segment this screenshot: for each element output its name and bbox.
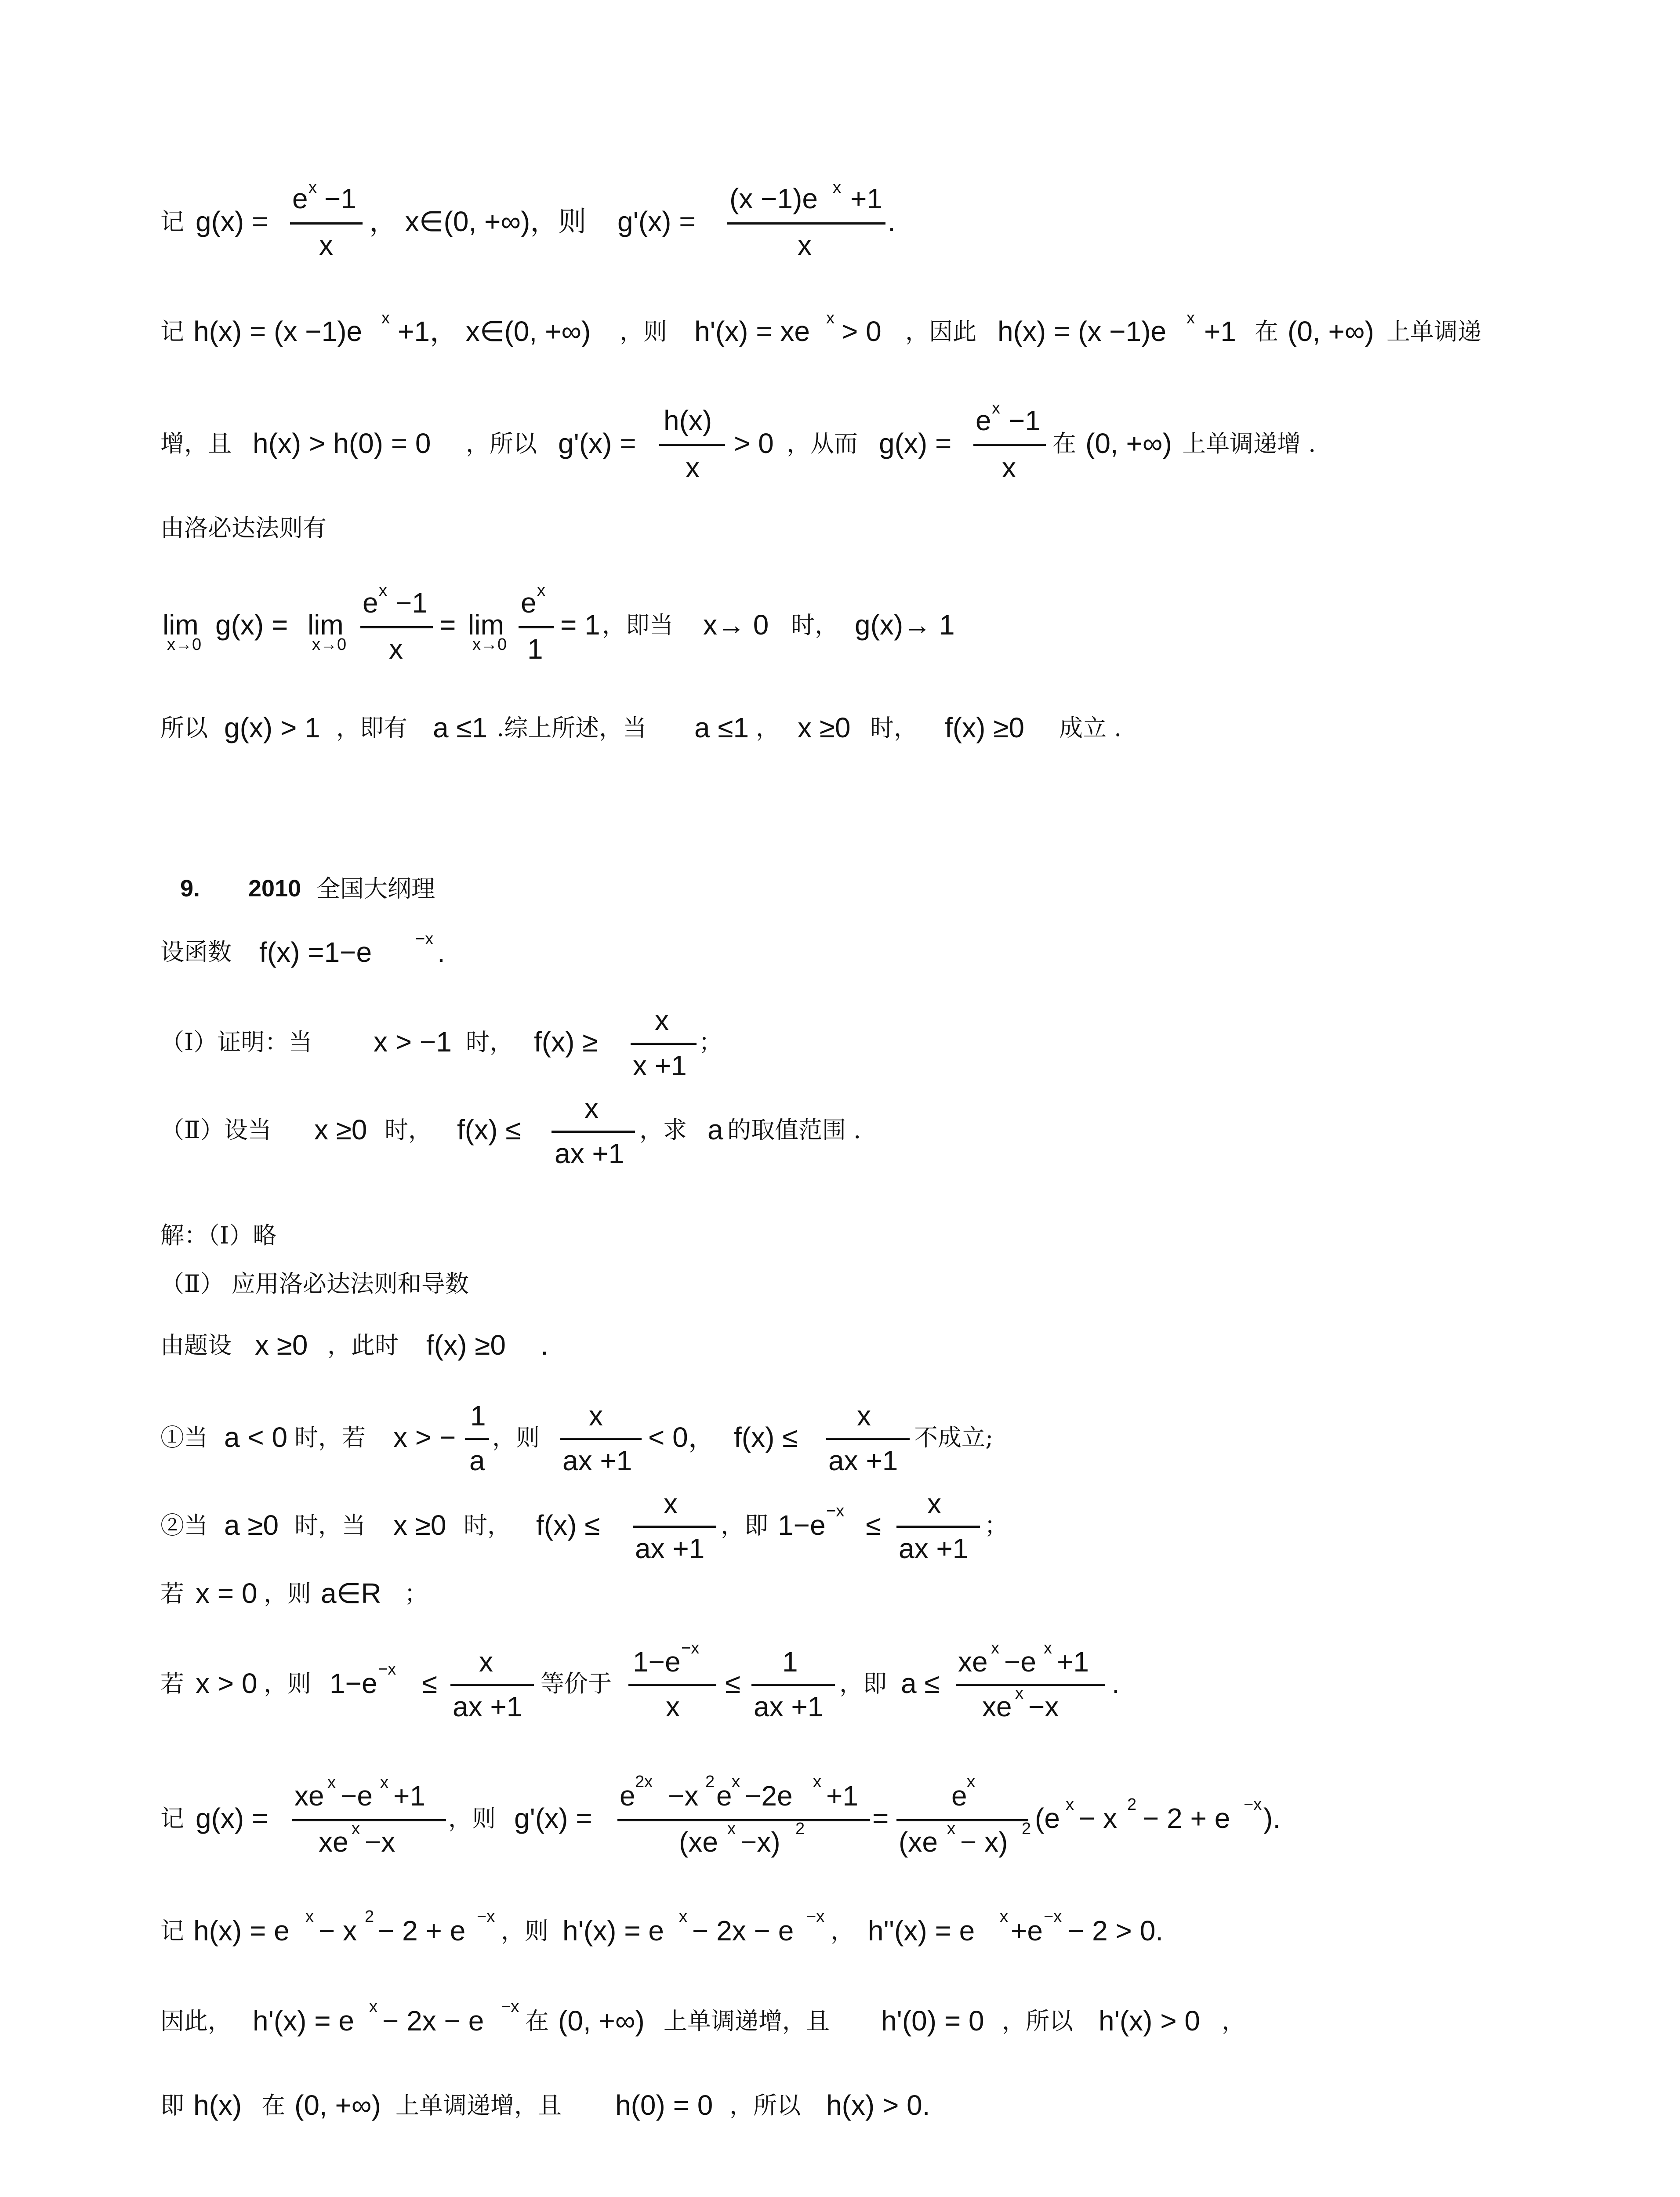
text: ，因此 (905, 318, 976, 345)
text: 时，若 (294, 1424, 366, 1451)
math-sup: x (679, 1907, 687, 1926)
math: lim (468, 609, 504, 641)
math-sup: x (379, 581, 387, 600)
math: = (439, 609, 456, 641)
math: ≤ (422, 1668, 438, 1699)
math: g(x) = (879, 428, 952, 459)
math: x→ 0 (703, 609, 769, 641)
fraction-bar (956, 1684, 1105, 1686)
math: e (716, 1780, 732, 1812)
text: 记 (160, 1805, 184, 1832)
text: ①当 (160, 1424, 208, 1451)
math-sup: x (1000, 1907, 1008, 1926)
text: ，所以 (466, 430, 537, 457)
text: 上单调递增，且 (396, 2092, 562, 2119)
math: (e (1035, 1802, 1060, 1834)
math-sub: x→0 (312, 635, 347, 654)
math: g'(x) = (558, 428, 636, 459)
math: h(x) (193, 2089, 242, 2121)
math: (xe (679, 1826, 718, 1858)
text: 成立 . (1059, 714, 1122, 742)
text: ，所以 (729, 2092, 801, 2119)
text: 解：（Ⅰ）略 (160, 1222, 277, 1249)
math: xe (958, 1646, 988, 1678)
text: 上单调递增 . (1182, 430, 1316, 457)
math: (0, +∞) (1085, 428, 1172, 459)
math: a ≤1 (433, 712, 488, 743)
math-sup: x (1015, 1684, 1023, 1703)
math: h(x) > 0. (826, 2089, 930, 2121)
math: g'(x) = (617, 206, 696, 237)
math: g(x) = (196, 206, 269, 237)
math-sup: −x (378, 1660, 396, 1679)
math-sub: x→0 (472, 635, 507, 654)
math: − 2 + e (1143, 1802, 1230, 1834)
math: (0, +∞) (1288, 315, 1374, 347)
text: ，所以 (1002, 2007, 1073, 2035)
math: . (541, 1329, 548, 1361)
math: ≤ (725, 1668, 741, 1699)
text: ， (831, 1917, 854, 1945)
math-sup: x (369, 1998, 377, 2016)
math: −2e (745, 1780, 793, 1812)
text: 在 (1052, 430, 1076, 457)
math: x > − (393, 1421, 456, 1453)
fraction-bar (826, 1438, 910, 1440)
math: lim (308, 609, 344, 641)
math: − 2 > 0. (1068, 1915, 1164, 1947)
math: x (319, 229, 333, 261)
math: e (976, 405, 991, 436)
math: +1 (850, 183, 882, 214)
text: 时， (385, 1116, 432, 1144)
text: ，则 (264, 1670, 311, 1697)
text: ，则 (492, 1424, 540, 1451)
math: ax +1 (635, 1533, 705, 1564)
math: (0, +∞) (294, 2089, 381, 2121)
math-sup: 2x (635, 1773, 653, 1791)
text: ，即当 (602, 611, 673, 639)
math: . (437, 936, 445, 968)
text: 因此， (160, 2007, 232, 2035)
math-sup: −x (415, 930, 434, 948)
math: h(x) = (x −1)e (193, 315, 363, 347)
text: 由洛必达法则有 (160, 514, 327, 542)
math-sup: 2 (705, 1773, 715, 1791)
math: f(x) ≤ (734, 1421, 798, 1453)
math: x = 0 (196, 1577, 258, 1609)
math: > 0 (734, 428, 774, 459)
math: f(x) ≤ (536, 1509, 600, 1541)
math: h'(x) > 0 (1099, 2005, 1200, 2037)
math: h(x) (664, 405, 712, 436)
math: x > 0 (196, 1668, 258, 1699)
math-sup: x (732, 1773, 740, 1791)
math: a ≥0 (224, 1509, 279, 1541)
text: 时， (466, 1028, 513, 1056)
math: g(x) = (215, 609, 288, 641)
math: +e (1011, 1915, 1043, 1947)
math: ax +1 (899, 1533, 969, 1564)
math-sup: −x (806, 1907, 825, 1926)
math-sup: x (1187, 309, 1195, 327)
math: xe (319, 1826, 348, 1858)
math: x ≥0 (314, 1114, 367, 1146)
math: h''(x) = e (868, 1915, 975, 1947)
text: （Ⅱ） 应用洛必达法则和导数 (160, 1270, 469, 1298)
math: e (951, 1780, 967, 1812)
text: 不成立; (914, 1424, 994, 1451)
math-sup: x (327, 1773, 336, 1792)
math: x ≥0 (255, 1329, 308, 1361)
text: 上单调递增，且 (664, 2007, 830, 2035)
math: −x (1028, 1691, 1059, 1722)
math: 1−e (330, 1668, 377, 1699)
math: g(x)→ 1 (855, 609, 955, 641)
math: e (292, 183, 308, 214)
math: x ≥0 (798, 712, 851, 743)
text: 记 (160, 1917, 184, 1945)
math: − x (1079, 1802, 1118, 1834)
math: f(x) ≥0 (945, 712, 1024, 743)
math: x (798, 229, 812, 261)
text: ，则 (501, 1917, 548, 1945)
text: 设函数 (160, 938, 232, 966)
text: 即 (160, 2092, 184, 2119)
math: −1 (324, 183, 356, 214)
fraction-bar (465, 1438, 489, 1440)
math-sup: x (947, 1820, 955, 1838)
fraction-bar (552, 1131, 635, 1133)
math: g'(x) = (514, 1802, 592, 1834)
text: （Ⅱ）设当 (160, 1116, 272, 1144)
fraction-bar (633, 1526, 716, 1528)
text: ，求 (639, 1116, 687, 1144)
math-sup: −x (1044, 1907, 1062, 1926)
text: 时， (464, 1512, 511, 1539)
math: −1 (396, 587, 428, 619)
math: < 0， (648, 1421, 716, 1453)
math: a (469, 1445, 485, 1476)
math-sup: x (1066, 1795, 1074, 1814)
fraction-bar (290, 222, 363, 225)
math: −e (341, 1780, 373, 1812)
math: x (686, 452, 700, 483)
math: x > −1 (374, 1026, 452, 1058)
math: (0, +∞) (558, 2005, 645, 2037)
math-sup: x (826, 309, 835, 327)
math-sub: x→0 (167, 635, 202, 654)
text: 的取值范围 . (727, 1116, 861, 1144)
math-sup: x (727, 1820, 736, 1838)
math: +1 (1057, 1646, 1089, 1678)
math: lim (163, 609, 199, 641)
text: 在 (525, 2007, 549, 2035)
text: ，即有 (336, 714, 407, 742)
math: f(x) =1−e (259, 936, 372, 968)
fraction-bar (292, 1819, 446, 1821)
math: − x (319, 1915, 357, 1947)
math-sup: x (991, 1639, 999, 1657)
math: h'(x) = e (253, 2005, 354, 2037)
math: f(x) ≥ (534, 1026, 598, 1058)
math: − 2x − e (692, 1915, 794, 1947)
section-source: 全国大纲理 (316, 875, 435, 903)
section-year: 2010 (248, 875, 301, 902)
math: −1 (1009, 405, 1041, 436)
math: e (620, 1780, 635, 1812)
math: x (589, 1400, 603, 1432)
math: 1−e (778, 1509, 826, 1541)
math: (xe (899, 1826, 938, 1858)
math-sup: 2 (795, 1820, 805, 1838)
math: − x) (960, 1826, 1008, 1858)
math: x (857, 1400, 871, 1432)
math-sup: x (380, 1773, 388, 1792)
text: ； (984, 1512, 1008, 1539)
math: 1−e (633, 1646, 681, 1678)
math: −x) (740, 1826, 780, 1858)
text: 在 (1255, 318, 1278, 345)
fraction-bar (519, 626, 554, 628)
math-sup: x (992, 399, 1000, 417)
text: （Ⅰ）证明：当 (160, 1028, 312, 1056)
text: ，则 (448, 1805, 496, 1832)
math: = 1 (560, 609, 600, 641)
math-sup: −x (477, 1907, 495, 1926)
math: h(0) = 0 (615, 2089, 713, 2121)
math: x (1002, 452, 1016, 483)
math-sup: x (813, 1773, 821, 1791)
math: g(x) = (196, 1802, 269, 1834)
fraction-bar (659, 444, 725, 446)
fraction-bar (896, 1819, 1028, 1821)
fraction-bar (896, 1526, 980, 1528)
text: .综上所述，当 (497, 714, 647, 742)
text: ， (1222, 2007, 1245, 2035)
text: ，此时 (327, 1331, 399, 1359)
math: +1 (393, 1780, 425, 1812)
text: 若 (160, 1670, 184, 1697)
math: . (1112, 1668, 1120, 1699)
text: 时， (791, 611, 838, 639)
math-sup: −x (681, 1639, 700, 1657)
math: ， x∈(0, +∞)，则 (369, 206, 587, 237)
math: ax +1 (555, 1138, 624, 1169)
math-sup: −x (826, 1502, 845, 1520)
math-sup: x (381, 309, 390, 327)
math-sup: x (352, 1820, 360, 1838)
math: x (927, 1488, 941, 1519)
text: 记 (160, 318, 184, 345)
math: − 2x − e (382, 2005, 484, 2037)
text: 若 (160, 1580, 184, 1607)
math: h(x) = (x −1)e (998, 315, 1167, 347)
fraction-bar (973, 444, 1046, 446)
text: 记 (160, 208, 184, 236)
text: 在 (261, 2092, 285, 2119)
math: xe (982, 1691, 1012, 1722)
math-sup: x (833, 178, 841, 197)
math-sup: x (305, 1907, 314, 1926)
math-sup: x (1044, 1639, 1052, 1657)
math: +1 (826, 1780, 858, 1812)
math: . (888, 206, 896, 237)
text: ，则 (620, 318, 667, 345)
math: − 2 + e (378, 1915, 466, 1947)
text: 时， (870, 714, 918, 742)
math-sup: −x (1244, 1795, 1262, 1814)
math: h'(x) = e (562, 1915, 664, 1947)
text: 增，且 (160, 430, 232, 457)
text: ，即 (839, 1670, 887, 1697)
text: 等价于 (541, 1670, 612, 1697)
math: (x −1)e (729, 183, 818, 214)
math-sup: x (967, 1773, 975, 1791)
text: 所以 (160, 714, 208, 742)
fraction-bar (360, 626, 433, 628)
math: h'(x) = xe (694, 315, 810, 347)
math: −x (365, 1826, 396, 1858)
math: ax +1 (453, 1691, 523, 1722)
fraction-bar (631, 1043, 697, 1045)
text: 由题设 (160, 1331, 232, 1359)
math: x (584, 1092, 599, 1124)
math: h(x) > h(0) = 0 (253, 428, 431, 459)
math: x +1 (633, 1050, 687, 1081)
math: x (479, 1646, 493, 1678)
text: ②当 (160, 1512, 208, 1539)
fraction-bar (727, 222, 885, 225)
math-sup: 2 (365, 1907, 374, 1926)
math: ≤ (866, 1509, 882, 1541)
math: x (655, 1004, 669, 1036)
text: ； (404, 1580, 428, 1607)
math: a ≤ (901, 1668, 940, 1699)
math: f(x) ≥0 (426, 1329, 506, 1361)
math: +1 (1204, 315, 1236, 347)
section-number: 9. (180, 875, 200, 902)
text: ，即 (721, 1512, 768, 1539)
math: a∈R (321, 1577, 381, 1609)
math: f(x) ≤ (457, 1114, 521, 1146)
math: h'(0) = 0 (881, 2005, 984, 2037)
math: ax +1 (562, 1445, 632, 1476)
math: > 0 (842, 315, 882, 347)
math: xe (294, 1780, 324, 1812)
math-sup: −x (501, 1998, 519, 2016)
math: 1 (527, 633, 543, 665)
math: ax +1 (754, 1691, 824, 1722)
fraction-bar (751, 1684, 835, 1686)
text: ； (699, 1028, 722, 1056)
fraction-bar (450, 1684, 534, 1686)
math: e (363, 587, 378, 619)
math: ). (1263, 1802, 1281, 1834)
text: 上单调递 (1386, 318, 1481, 345)
math: −x (668, 1780, 699, 1812)
math-sup: x (537, 581, 545, 600)
math: x (664, 1488, 678, 1519)
math: a (708, 1114, 723, 1146)
math: x (389, 633, 403, 665)
math: e (521, 587, 537, 619)
math: 1 (470, 1400, 486, 1432)
math: h(x) = e (193, 1915, 290, 1947)
text: ， (756, 714, 780, 742)
math: g(x) > 1 (224, 712, 320, 743)
math: 1 (782, 1646, 798, 1678)
math: x ≥0 (393, 1509, 446, 1541)
text: 时，当 (294, 1512, 366, 1539)
math: a ≤1 (694, 712, 749, 743)
math-sup: 2 (1022, 1820, 1031, 1838)
fraction-bar (617, 1819, 870, 1821)
fraction-bar (628, 1684, 716, 1686)
math: +1， x∈(0, +∞) (398, 315, 591, 347)
math-sup: x (308, 178, 317, 197)
math: a < 0 (224, 1421, 288, 1453)
text: ，则 (264, 1580, 311, 1607)
math: −e (1004, 1646, 1036, 1678)
math-sup: 2 (1127, 1795, 1137, 1814)
text: ，从而 (787, 430, 858, 457)
fraction-bar (560, 1438, 642, 1440)
math: x (666, 1691, 680, 1722)
math: = (872, 1802, 889, 1834)
math: ax +1 (828, 1445, 898, 1476)
